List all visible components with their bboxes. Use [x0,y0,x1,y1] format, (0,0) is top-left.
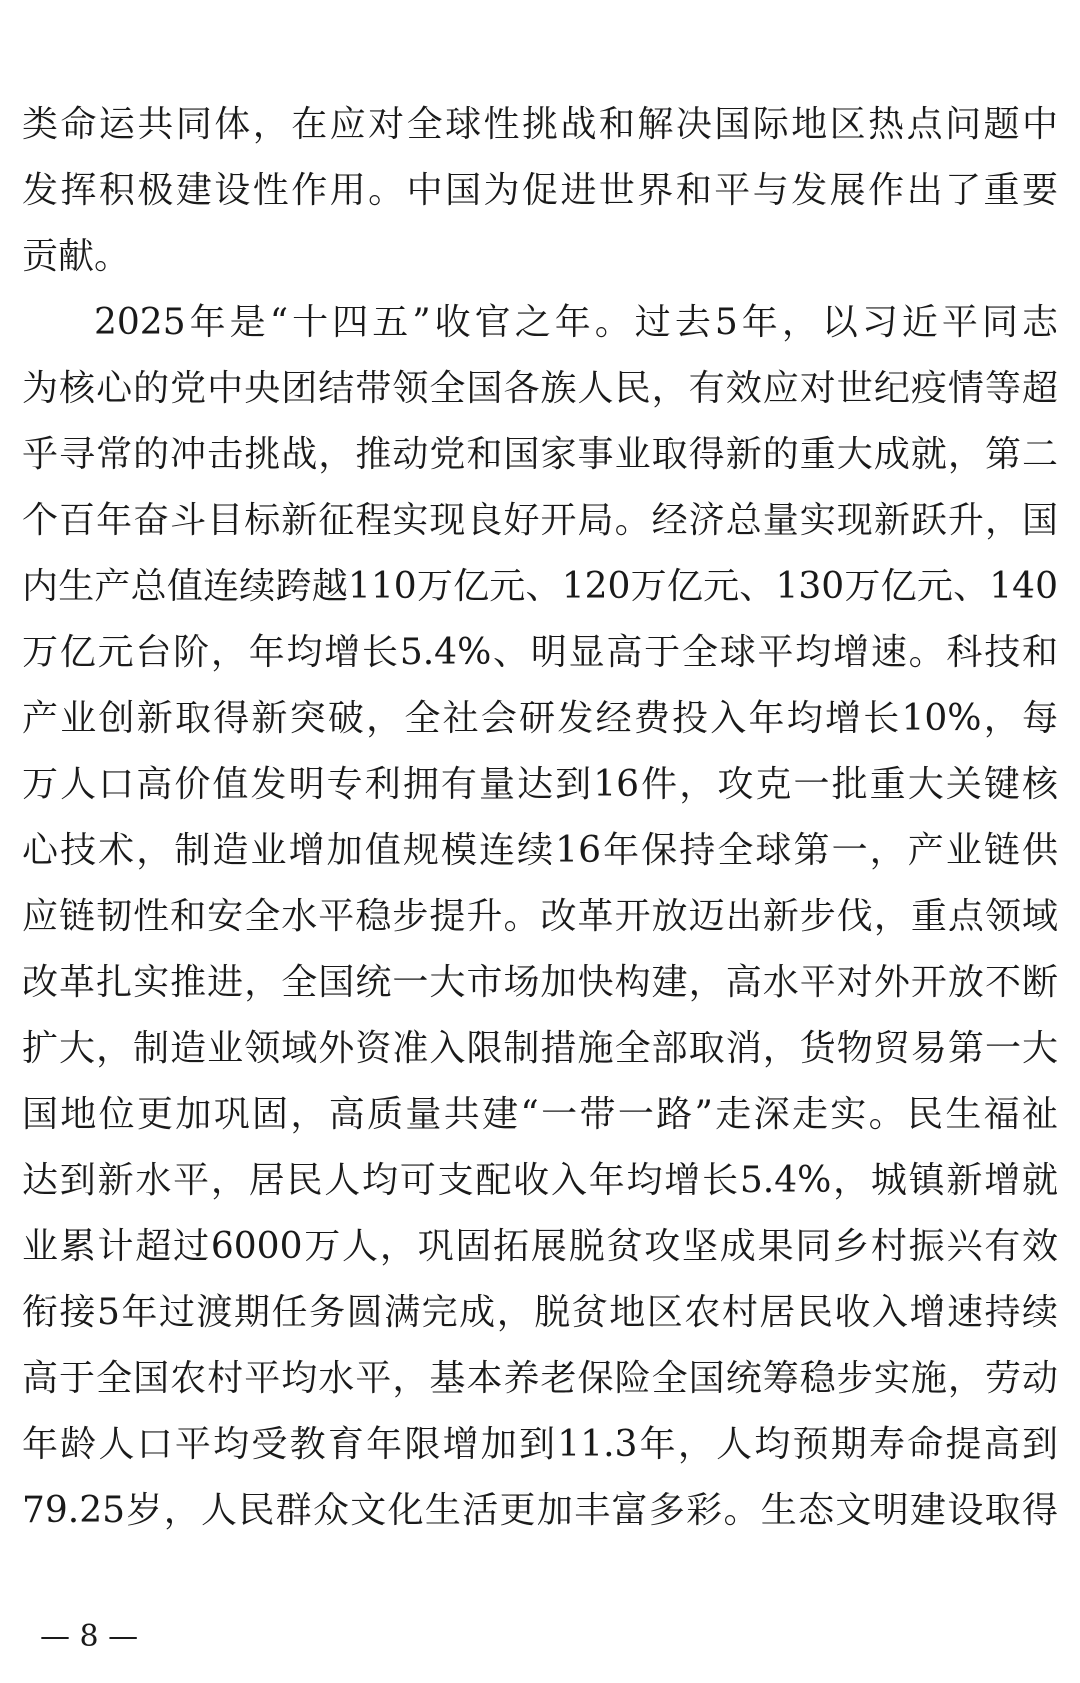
text-line: 贡献。 [22,236,131,277]
text-line: 产业创新取得新突破，全社会研发经费投入年均增长10%，每 [22,698,1058,739]
text-line: 衔接5年过渡期任务圆满完成，脱贫地区农村居民收入增速持续 [22,1292,1058,1333]
text-line: 为核心的党中央团结带领全国各族人民，有效应对世纪疫情等超 [22,368,1058,409]
text-line: 心技术，制造业增加值规模连续16年保持全球第一，产业链供 [22,830,1058,871]
text-line: 业累计超过6000万人，巩固拓展脱贫攻坚成果同乡村振兴有效 [22,1226,1058,1267]
text-line: 应链韧性和安全水平稳步提升。改革开放迈出新步伐，重点领域 [22,896,1058,937]
text-line: 乎寻常的冲击挑战，推动党和国家事业取得新的重大成就，第二 [22,434,1058,475]
text-line: 改革扎实推进，全国统一大市场加快构建，高水平对外开放不断 [22,962,1058,1003]
text-line: 类命运共同体，在应对全球性挑战和解决国际地区热点问题中 [22,104,1058,145]
text-line: 高于全国农村平均水平，基本养老保险全国统筹稳步实施，劳动 [22,1358,1058,1399]
text-line: 年龄人口平均受教育年限增加到11.3年，人均预期寿命提高到 [22,1424,1058,1465]
text-line: 内生产总值连续跨越110万亿元、120万亿元、130万亿元、140 [22,566,1058,607]
text-line: 达到新水平，居民人均可支配收入年均增长5.4%，城镇新增就 [22,1160,1058,1201]
text-line: 发挥积极建设性作用。中国为促进世界和平与发展作出了重要 [22,170,1058,211]
text-line: 个百年奋斗目标新征程实现良好开局。经济总量实现新跃升，国 [22,500,1058,541]
text-line: 万亿元台阶，年均增长5.4%、明显高于全球平均增速。科技和 [22,632,1058,673]
text-line: 79.25岁，人民群众文化生活更加丰富多彩。生态文明建设取得 [22,1490,1058,1531]
text-line: 扩大，制造业领域外资准入限制措施全部取消，货物贸易第一大 [22,1028,1058,1069]
page-number: — 8 — [40,1619,139,1654]
text-line: 国地位更加巩固，高质量共建“一带一路”走深走实。民生福祉 [22,1094,1058,1135]
paragraph-first-line: 2025年是“十四五”收官之年。过去5年，以习近平同志 [94,302,1058,343]
text-line: 万人口高价值发明专利拥有量达到16件，攻克一批重大关键核 [22,764,1058,805]
